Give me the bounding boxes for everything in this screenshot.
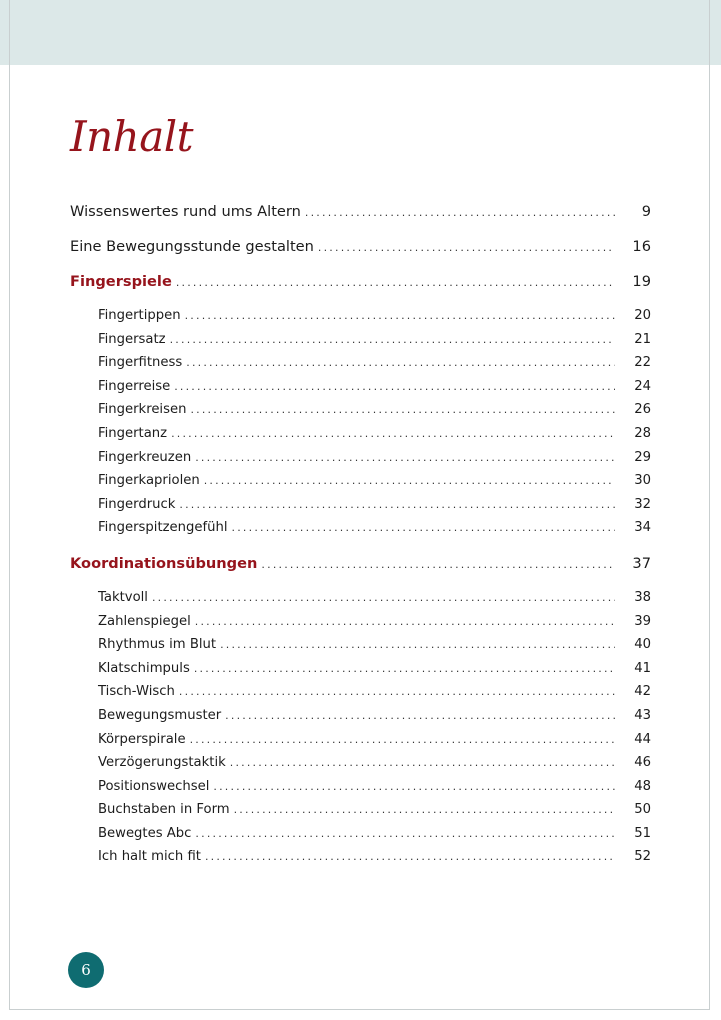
toc-subentry-page: 32 — [634, 496, 651, 512]
toc-subentry[interactable] — [70, 497, 651, 521]
toc-subentry-label: Bewegtes Abc — [98, 825, 192, 841]
toc-entry-label: Wissenswertes rund ums Altern — [70, 203, 301, 220]
toc-section-page: 19 — [632, 273, 651, 290]
page-number-badge: 6 — [68, 952, 104, 988]
toc-subentry-page: 38 — [634, 589, 651, 605]
toc-subentry[interactable] — [70, 590, 651, 614]
toc-section-koordination[interactable] — [70, 555, 651, 590]
dot-leader — [213, 780, 615, 793]
toc-subentry[interactable] — [70, 379, 651, 403]
toc-subentry-label: Buchstaben in Form — [98, 802, 230, 818]
dot-leader — [171, 427, 615, 440]
dot-leader — [174, 380, 615, 393]
toc-subentry-label: Fingerspitzengefühl — [98, 520, 228, 536]
toc-entry-page: 9 — [641, 203, 651, 220]
toc-subentry-page: 52 — [634, 849, 651, 865]
dot-leader — [232, 521, 615, 534]
toc-subentry-page: 30 — [634, 473, 651, 489]
toc-subentry-label: Klatschimpuls — [98, 660, 190, 676]
toc-subentry[interactable] — [70, 661, 651, 685]
toc-subentry-label: Positionswechsel — [98, 778, 210, 794]
toc-entry-wissenswertes[interactable] — [70, 203, 651, 238]
toc-subentry-label: Fingerkreisen — [98, 402, 187, 418]
page-title: Inhalt — [70, 112, 194, 161]
dot-leader — [318, 241, 615, 254]
dot-leader — [204, 474, 615, 487]
dot-leader — [261, 558, 615, 571]
toc-subentry-label: Fingertanz — [98, 425, 168, 441]
toc-section-page: 37 — [632, 554, 651, 572]
toc-subentry-page: 28 — [634, 425, 651, 441]
toc-subentry[interactable] — [70, 308, 651, 332]
toc-subentry[interactable] — [70, 402, 651, 426]
toc-subentry[interactable] — [70, 473, 651, 497]
toc-subentry-page: 42 — [634, 684, 651, 700]
toc-subentry-page: 39 — [634, 613, 651, 629]
toc-subentry-label: Taktvoll — [98, 589, 148, 605]
dot-leader — [305, 206, 615, 219]
dot-leader — [195, 451, 615, 464]
toc-subentry[interactable] — [70, 708, 651, 732]
toc-subentry-page: 44 — [634, 731, 651, 747]
toc-subentry-label: Fingerfitness — [98, 355, 183, 371]
toc-subentry-label: Tisch-Wisch — [98, 684, 175, 700]
toc-subentry[interactable] — [70, 732, 651, 756]
toc-subentry-page: 22 — [634, 355, 651, 371]
toc-subentry[interactable] — [70, 637, 651, 661]
toc-subentry-page: 51 — [634, 825, 651, 841]
toc-subentry[interactable] — [70, 355, 651, 379]
dot-leader — [234, 803, 615, 816]
toc-subentry[interactable] — [70, 450, 651, 474]
dot-leader — [194, 662, 615, 675]
toc-subentry-page: 40 — [634, 637, 651, 653]
toc-entry-label: Eine Bewegungsstunde gestalten — [70, 238, 314, 255]
toc-entry-bewegungsstunde[interactable] — [70, 238, 651, 273]
dot-leader — [179, 685, 615, 698]
toc-section-label: Fingerspiele — [70, 273, 172, 290]
toc-subentry-page: 41 — [634, 660, 651, 676]
toc-subentry-page: 43 — [634, 707, 651, 723]
toc-subentry-page: 46 — [634, 755, 651, 771]
dot-leader — [230, 756, 615, 769]
toc-subentry-page: 29 — [634, 449, 651, 465]
toc-subentry-label: Ich halt mich fit — [98, 849, 201, 865]
toc-subentry-page: 24 — [634, 378, 651, 394]
toc-subentry[interactable] — [70, 426, 651, 450]
dot-leader — [190, 403, 615, 416]
dot-leader — [190, 733, 615, 746]
toc-subentry-label: Zahlenspiegel — [98, 613, 191, 629]
toc-subentry[interactable] — [70, 849, 651, 873]
toc-subentry-page: 21 — [634, 331, 651, 347]
toc-subentry-page: 20 — [634, 308, 651, 323]
toc-section-fingerspiele[interactable] — [70, 273, 651, 308]
toc-subentry-label: Fingerdruck — [98, 496, 176, 512]
dot-leader — [185, 309, 615, 322]
toc-subentry[interactable] — [70, 779, 651, 803]
dot-leader — [179, 498, 615, 511]
toc-subentry-label: Fingersatz — [98, 331, 166, 347]
toc-subentry-label: Fingerkapriolen — [98, 473, 200, 489]
toc-subentry-page: 50 — [634, 802, 651, 818]
toc-subentry[interactable] — [70, 614, 651, 638]
toc-subentry-label: Bewegungsmuster — [98, 707, 222, 723]
toc-subentry-page: 34 — [634, 520, 651, 536]
toc-subentry[interactable] — [70, 802, 651, 826]
toc-subentry[interactable] — [70, 826, 651, 850]
toc-subentry-label: Fingerkreuzen — [98, 449, 192, 465]
toc-subentry[interactable] — [70, 684, 651, 708]
toc-subentry-label: Rhythmus im Blut — [98, 637, 217, 653]
dot-leader — [195, 615, 615, 628]
dot-leader — [205, 850, 615, 863]
toc-subentry-page: 26 — [634, 402, 651, 418]
toc-subentry[interactable] — [70, 332, 651, 356]
toc-section-label: Koordinationsübungen — [70, 554, 258, 572]
dot-leader — [170, 333, 615, 346]
toc-subentry[interactable] — [70, 755, 651, 779]
toc-subentry-label: Körperspirale — [98, 731, 186, 747]
dot-leader — [195, 827, 615, 840]
toc-entry-page: 16 — [632, 238, 651, 255]
dot-leader — [176, 276, 615, 289]
table-of-contents — [70, 203, 651, 873]
dot-leader — [186, 356, 615, 369]
toc-subentry-label: Verzögerungstaktik — [98, 755, 226, 771]
toc-subentry-page: 48 — [634, 778, 651, 794]
dot-leader — [225, 709, 615, 722]
dot-leader — [152, 591, 615, 604]
toc-subentry-label: Fingertippen — [98, 308, 181, 323]
toc-subentry[interactable] — [70, 520, 651, 544]
toc-subentry-label: Fingerreise — [98, 378, 171, 394]
dot-leader — [220, 638, 615, 651]
